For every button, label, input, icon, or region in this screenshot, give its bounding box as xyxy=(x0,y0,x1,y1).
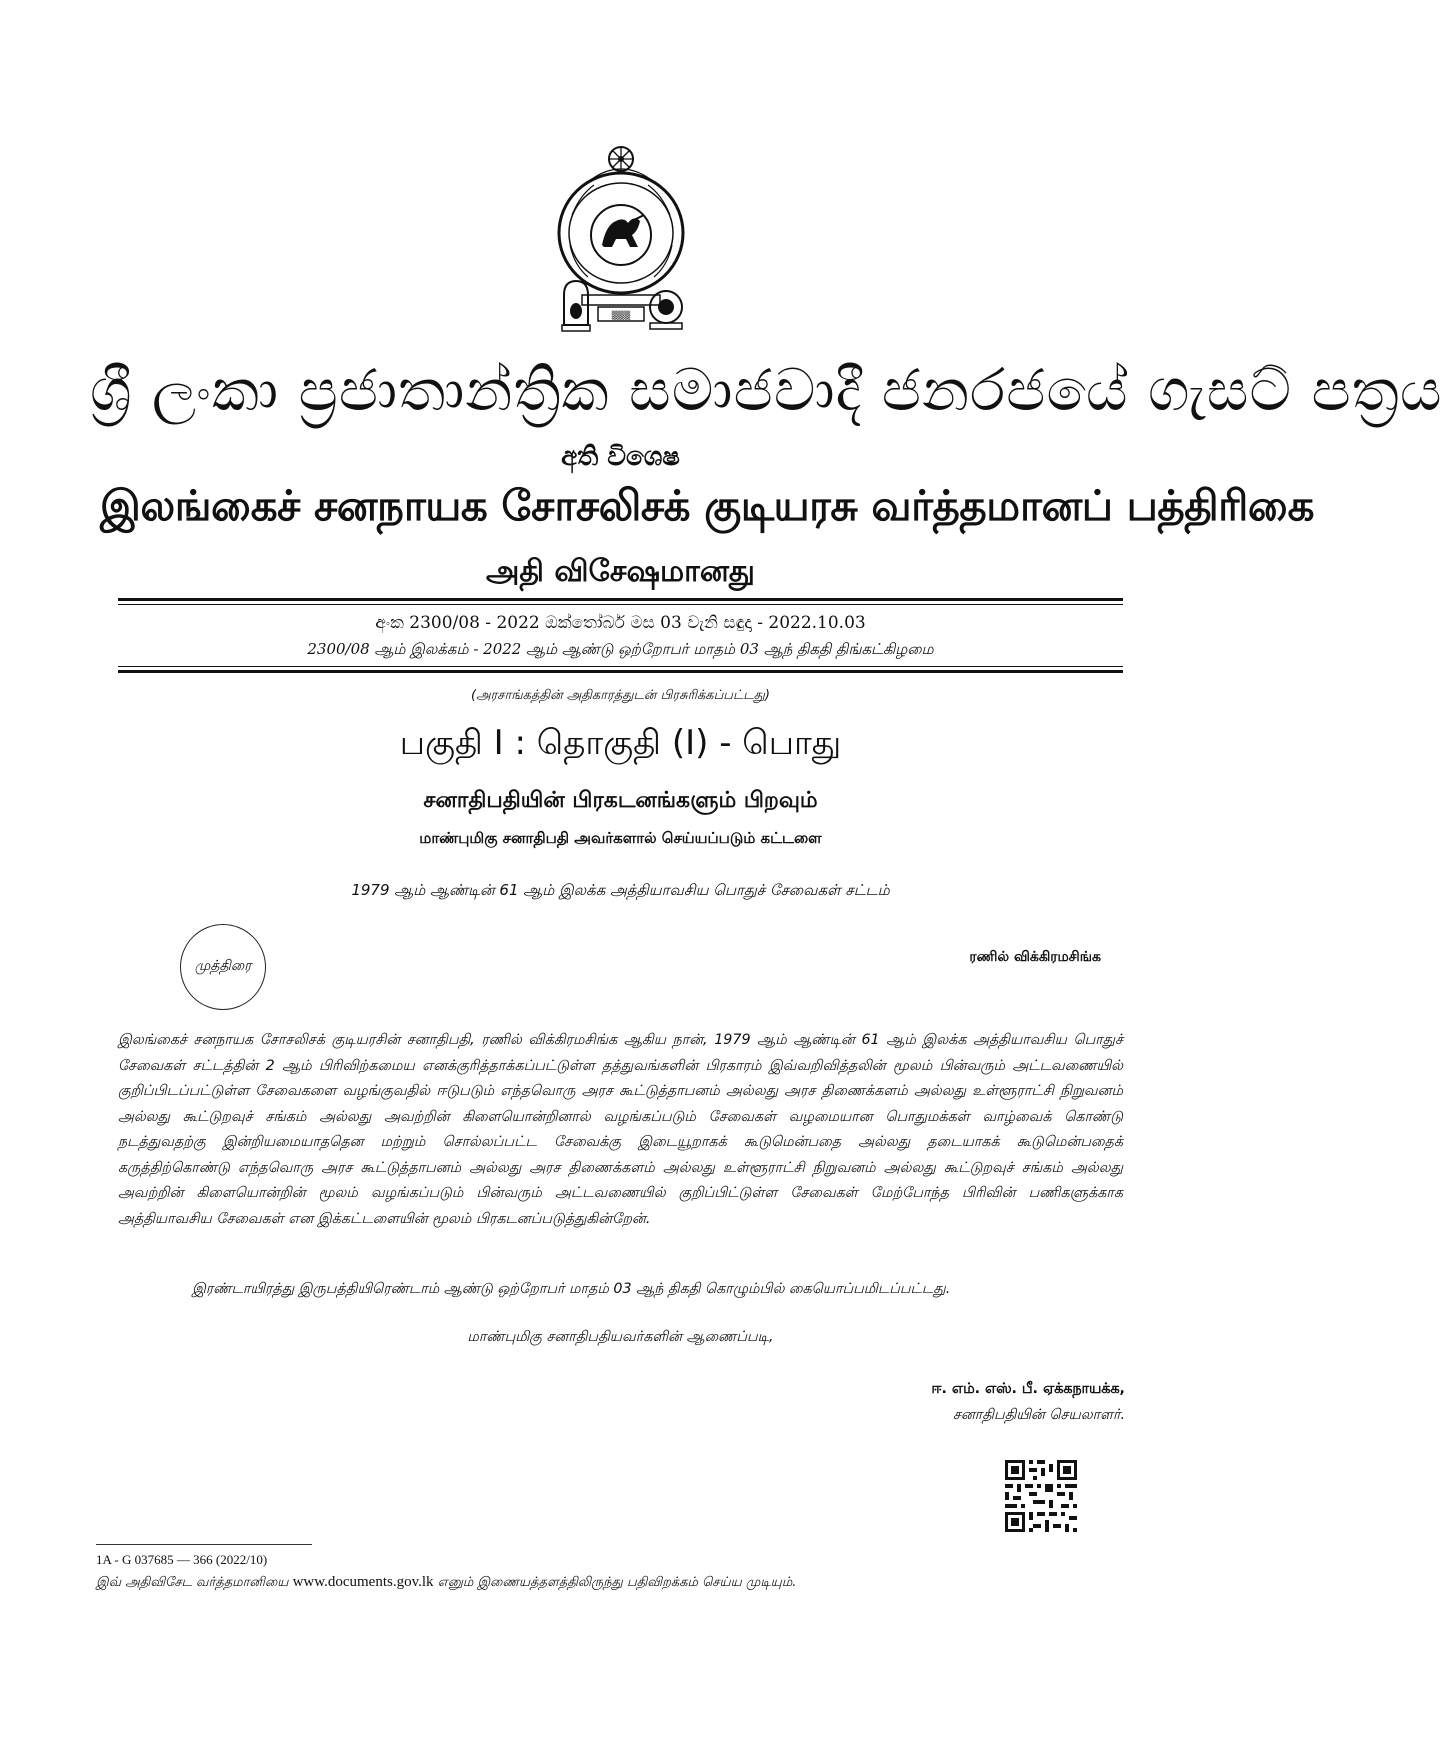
divider xyxy=(118,666,1123,667)
publication-authority: (அரசாங்கத்தின் அதிகாரத்துடன் பிரசுரிக்கப்பட்டது) xyxy=(471,688,770,703)
issue-line-tamil: 2300/08 ஆம் இலக்கம் - 2022 ஆம் ஆண்டு ஒற்றோபர் மாதம் 03 ஆந் திகதி திங்கட்கிழமை xyxy=(307,640,934,658)
svg-text:▒▒▒: ▒▒▒ xyxy=(611,311,631,320)
part-title: பகுதி I : தொகுதி (I) - பொது xyxy=(399,723,842,763)
extraordinary-label-sinhala: අති විශෙෂ xyxy=(561,442,680,472)
gazette-title-tamil: இலங்கைச் சனநாயக சோசலிசக் குடியரசு வர்த்தமானப் பத்திரிகை xyxy=(100,481,1314,530)
state-emblem xyxy=(552,145,690,345)
order-body: இலங்கைச் சனநாயக சோசலிசக் குடியரசின் சனாதிபதி, ரணில் விக்கிரமசிங்க ஆகிய நான், 1979 ஆம் ஆண்டின் 61 ஆம் இலக்க அத்தியாவசிய பொதுச் சேவைகள் சட்டத்தின் 2 ஆம் பிரிவிற்கமைய எனக்குரித்தாக்கப்பட்டுள்ள தத்துவங்களின் பிரகாரம் இவ்வறிவித்தலின் மூலம் பின்வரும் அட்டவணையில் குறிப்பிடப்பட்டுள்ள சேவைகளை வழங்குவதில் ஈடுபடும் எந்தவொரு அரச கூட்டுத்தாபனம் அல்லது அரச திணைக்களம் அல்லது உள்ளூராட்சி நிறுவனம் அல்லது கூட்டுறவுச் சங்கம் அல்லது அவற்றின் கிளையொன்றினால் வழங்கப்படும் சேவைகள் வழமையான பொதுமக்கள் வாழ்வைக் கொண்டு நடத்துவதற்கு இன்றியமையாததென மற்றும் சொல்லப்பட்ட சேவைக்கு இடையூறாகக் கூடுமென்பதை அல்லது தடையாகக் கூடுமென்பதைக் கருத்திற்கொண்டு எந்தவொரு அரச கூட்டுத்தாபனம் அல்லது அரச திணைக்களம் அல்லது உள்ளூராட்சி நிறுவனம் அல்லது கூட்டுறவுச் சங்கம் அல்லது அவற்றின் கிளையொன்றின் மூலம் வழங்கப்படும் பின்வரும் அட்டவணையில் குறிப்பிட்டுள்ள சேவைகள் மேற்போந்த பிரிவின் பணிகளுக்காக அத்தியாவசிய சேவைகள் என இக்கட்டளையின் மூலம் பிரகடனப்படுத்துகின்றேன். xyxy=(118,1032,1124,1227)
gazette-title-sinhala: ශ්‍රී ලංකා ප්‍රජාතාන්ත්‍රික සමාජවාදී ජනරජයේ ගැසට් පත්‍රය xyxy=(90,356,1443,424)
download-note-prefix: இவ் அதிவிசேட வர்த்தமானியை xyxy=(96,1575,289,1590)
divider xyxy=(118,604,1123,605)
download-note xyxy=(96,1572,1146,1593)
extraordinary-label-tamil: அதி விசேஷமானது xyxy=(486,554,755,589)
divider xyxy=(118,598,1123,601)
divider xyxy=(118,670,1123,673)
seal-label: முத்திரை xyxy=(194,958,252,974)
secretary-title: சனாதிபதியின் செயலாளர். xyxy=(953,1407,1125,1423)
by-command-line: மாண்புமிகு சனாதிபதியவர்களின் ஆணைப்படி, xyxy=(467,1329,774,1345)
act-title: 1979 ஆம் ஆண்டின் 61 ஆம் இலக்க அத்தியாவசிய பொதுச் சேவைகள் சட்டம் xyxy=(351,881,890,899)
seal-placeholder xyxy=(180,924,266,1010)
order-title: மாண்புமிகு சனாதிபதி அவர்களால் செய்யப்படும் கட்டளை xyxy=(419,829,822,847)
qr-code xyxy=(1003,1458,1079,1534)
president-name: ரணில் விக்கிரமசிங்க xyxy=(969,949,1101,965)
given-at-line: இரண்டாயிரத்து இருபத்தியிரெண்டாம் ஆண்டு ஒற்றோபர் மாதம் 03 ஆந் திகதி கொழும்பில் கையொப்பமிடப்பட்டது. xyxy=(192,1281,951,1297)
print-reference: 1A - G 037685 — 366 (2022/10) xyxy=(96,1552,268,1567)
footer-divider xyxy=(96,1544,312,1545)
qr-code-icon xyxy=(1003,1458,1079,1534)
website-link[interactable]: www.documents.gov.lk xyxy=(292,1574,434,1590)
secretary-name: ஈ. எம். எஸ். பீ. ஏக்கநாயக்க, xyxy=(931,1381,1125,1397)
issue-line-sinhala: අංක 2300/08 - 2022 ඔක්තෝබර් මස 03 වැනි සඳුදා - 2022.10.03 xyxy=(375,613,866,633)
section-title: சனாதிபதியின் பிரகடனங்களும் பிறவும் xyxy=(423,788,818,813)
state-emblem-icon xyxy=(552,145,690,345)
download-note-suffix: எனும் இணையத்தளத்திலிருந்து பதிவிறக்கம் செய்ய முடியும். xyxy=(437,1575,797,1590)
